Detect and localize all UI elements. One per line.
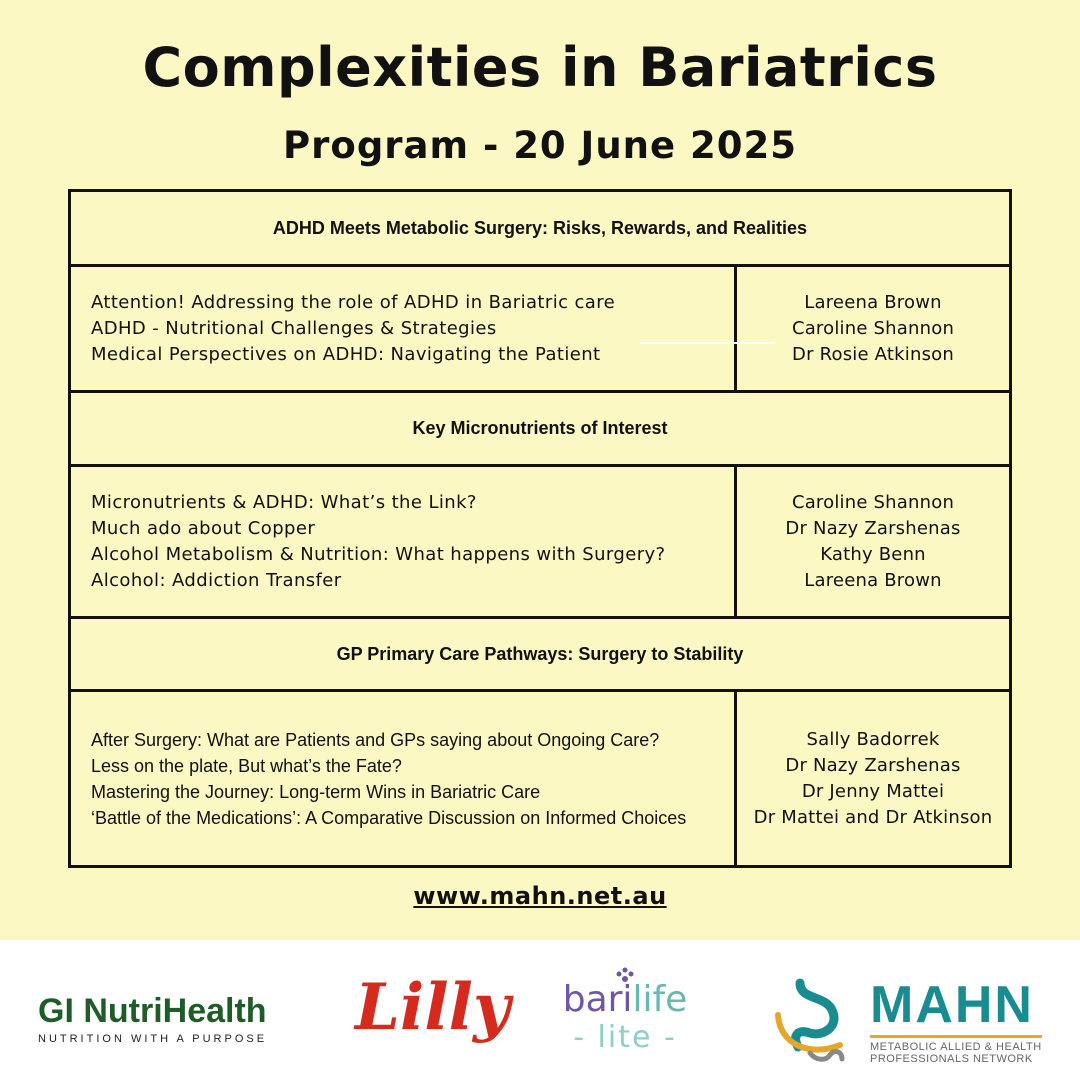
talk-title: Less on the plate, But what’s the Fate? — [91, 755, 402, 776]
program-table — [68, 189, 1012, 868]
barilife-sub: - lite - — [573, 1020, 677, 1055]
talk-title: Alcohol: Addiction Transfer — [91, 569, 342, 591]
section-heading: ADHD Meets Metabolic Surgery: Risks, Rewards, and Realities — [71, 192, 1009, 267]
speaker-name: Lareena Brown — [804, 291, 942, 313]
talk-title: Mastering the Journey: Long-term Wins in Bariatric Care — [91, 781, 541, 802]
program-date: Program - 20 June 2025 — [283, 124, 797, 167]
website-link[interactable]: www.mahn.net.au — [413, 882, 667, 910]
barilife-logo — [545, 965, 705, 1055]
talk-list — [71, 267, 737, 390]
speaker-list — [737, 467, 1009, 616]
talk-list — [71, 467, 737, 616]
mahn-name: MAHN — [870, 976, 1034, 1034]
talk-title: ‘Battle of the Medications’: A Comparative Discussion on Informed Choices — [91, 807, 687, 828]
page-title: Complexities in Bariatrics — [142, 36, 938, 99]
talk-title: ADHD - Nutritional Challenges & Strategies — [91, 317, 497, 339]
mahn-tagline: METABOLIC ALLIED & HEALTH PROFESSIONALS NETWORK — [870, 1041, 1042, 1065]
barilife-name-a: bari — [562, 979, 633, 1020]
mahn-divider — [870, 1035, 1042, 1038]
talk-title: Micronutrients & ADHD: What’s the Link? — [91, 491, 477, 513]
talk-title: Attention! Addressing the role of ADHD in Bariatric care — [91, 291, 616, 313]
speaker-name: Dr Jenny Mattei — [801, 780, 945, 802]
speaker-name: Sally Badorrek — [806, 728, 940, 750]
talk-list — [71, 692, 737, 865]
sponsor-footer — [0, 940, 1080, 1080]
gi-nutrihealth-logo — [38, 992, 267, 1045]
gi-nutrihealth-name: GI NutriHealth — [38, 992, 267, 1030]
speaker-name: Lareena Brown — [804, 569, 942, 591]
speaker-name: Caroline Shannon — [791, 317, 955, 339]
talk-title: Alcohol Metabolism & Nutrition: What happens with Surgery? — [91, 543, 666, 565]
lilly-logo: Lilly — [355, 970, 511, 1045]
speaker-list — [737, 692, 1009, 865]
decorative-line — [640, 342, 775, 344]
stomach-icon — [770, 975, 865, 1070]
speaker-list — [737, 267, 1009, 390]
speaker-name: Dr Nazy Zarshenas — [785, 517, 961, 539]
barilife-name-b: life — [632, 979, 688, 1020]
section-heading: Key Micronutrients of Interest — [71, 393, 1009, 467]
talk-title: After Surgery: What are Patients and GPs saying about Ongoing Care? — [91, 729, 660, 750]
section-heading: GP Primary Care Pathways: Surgery to Stability — [71, 619, 1009, 692]
talk-title: Medical Perspectives on ADHD: Navigating the Patient — [91, 343, 601, 365]
speaker-name: Dr Mattei and Dr Atkinson — [753, 806, 993, 828]
section-body — [71, 467, 1009, 619]
speaker-name: Kathy Benn — [820, 543, 926, 565]
section-body — [71, 692, 1009, 865]
gi-nutrihealth-tagline: NUTRITION WITH A PURPOSE — [38, 1033, 268, 1045]
speaker-name: Caroline Shannon — [791, 491, 955, 513]
section-body — [71, 267, 1009, 393]
talk-title: Much ado about Copper — [91, 517, 316, 539]
speaker-name: Dr Rosie Atkinson — [792, 343, 954, 365]
speaker-name: Dr Nazy Zarshenas — [785, 754, 961, 776]
